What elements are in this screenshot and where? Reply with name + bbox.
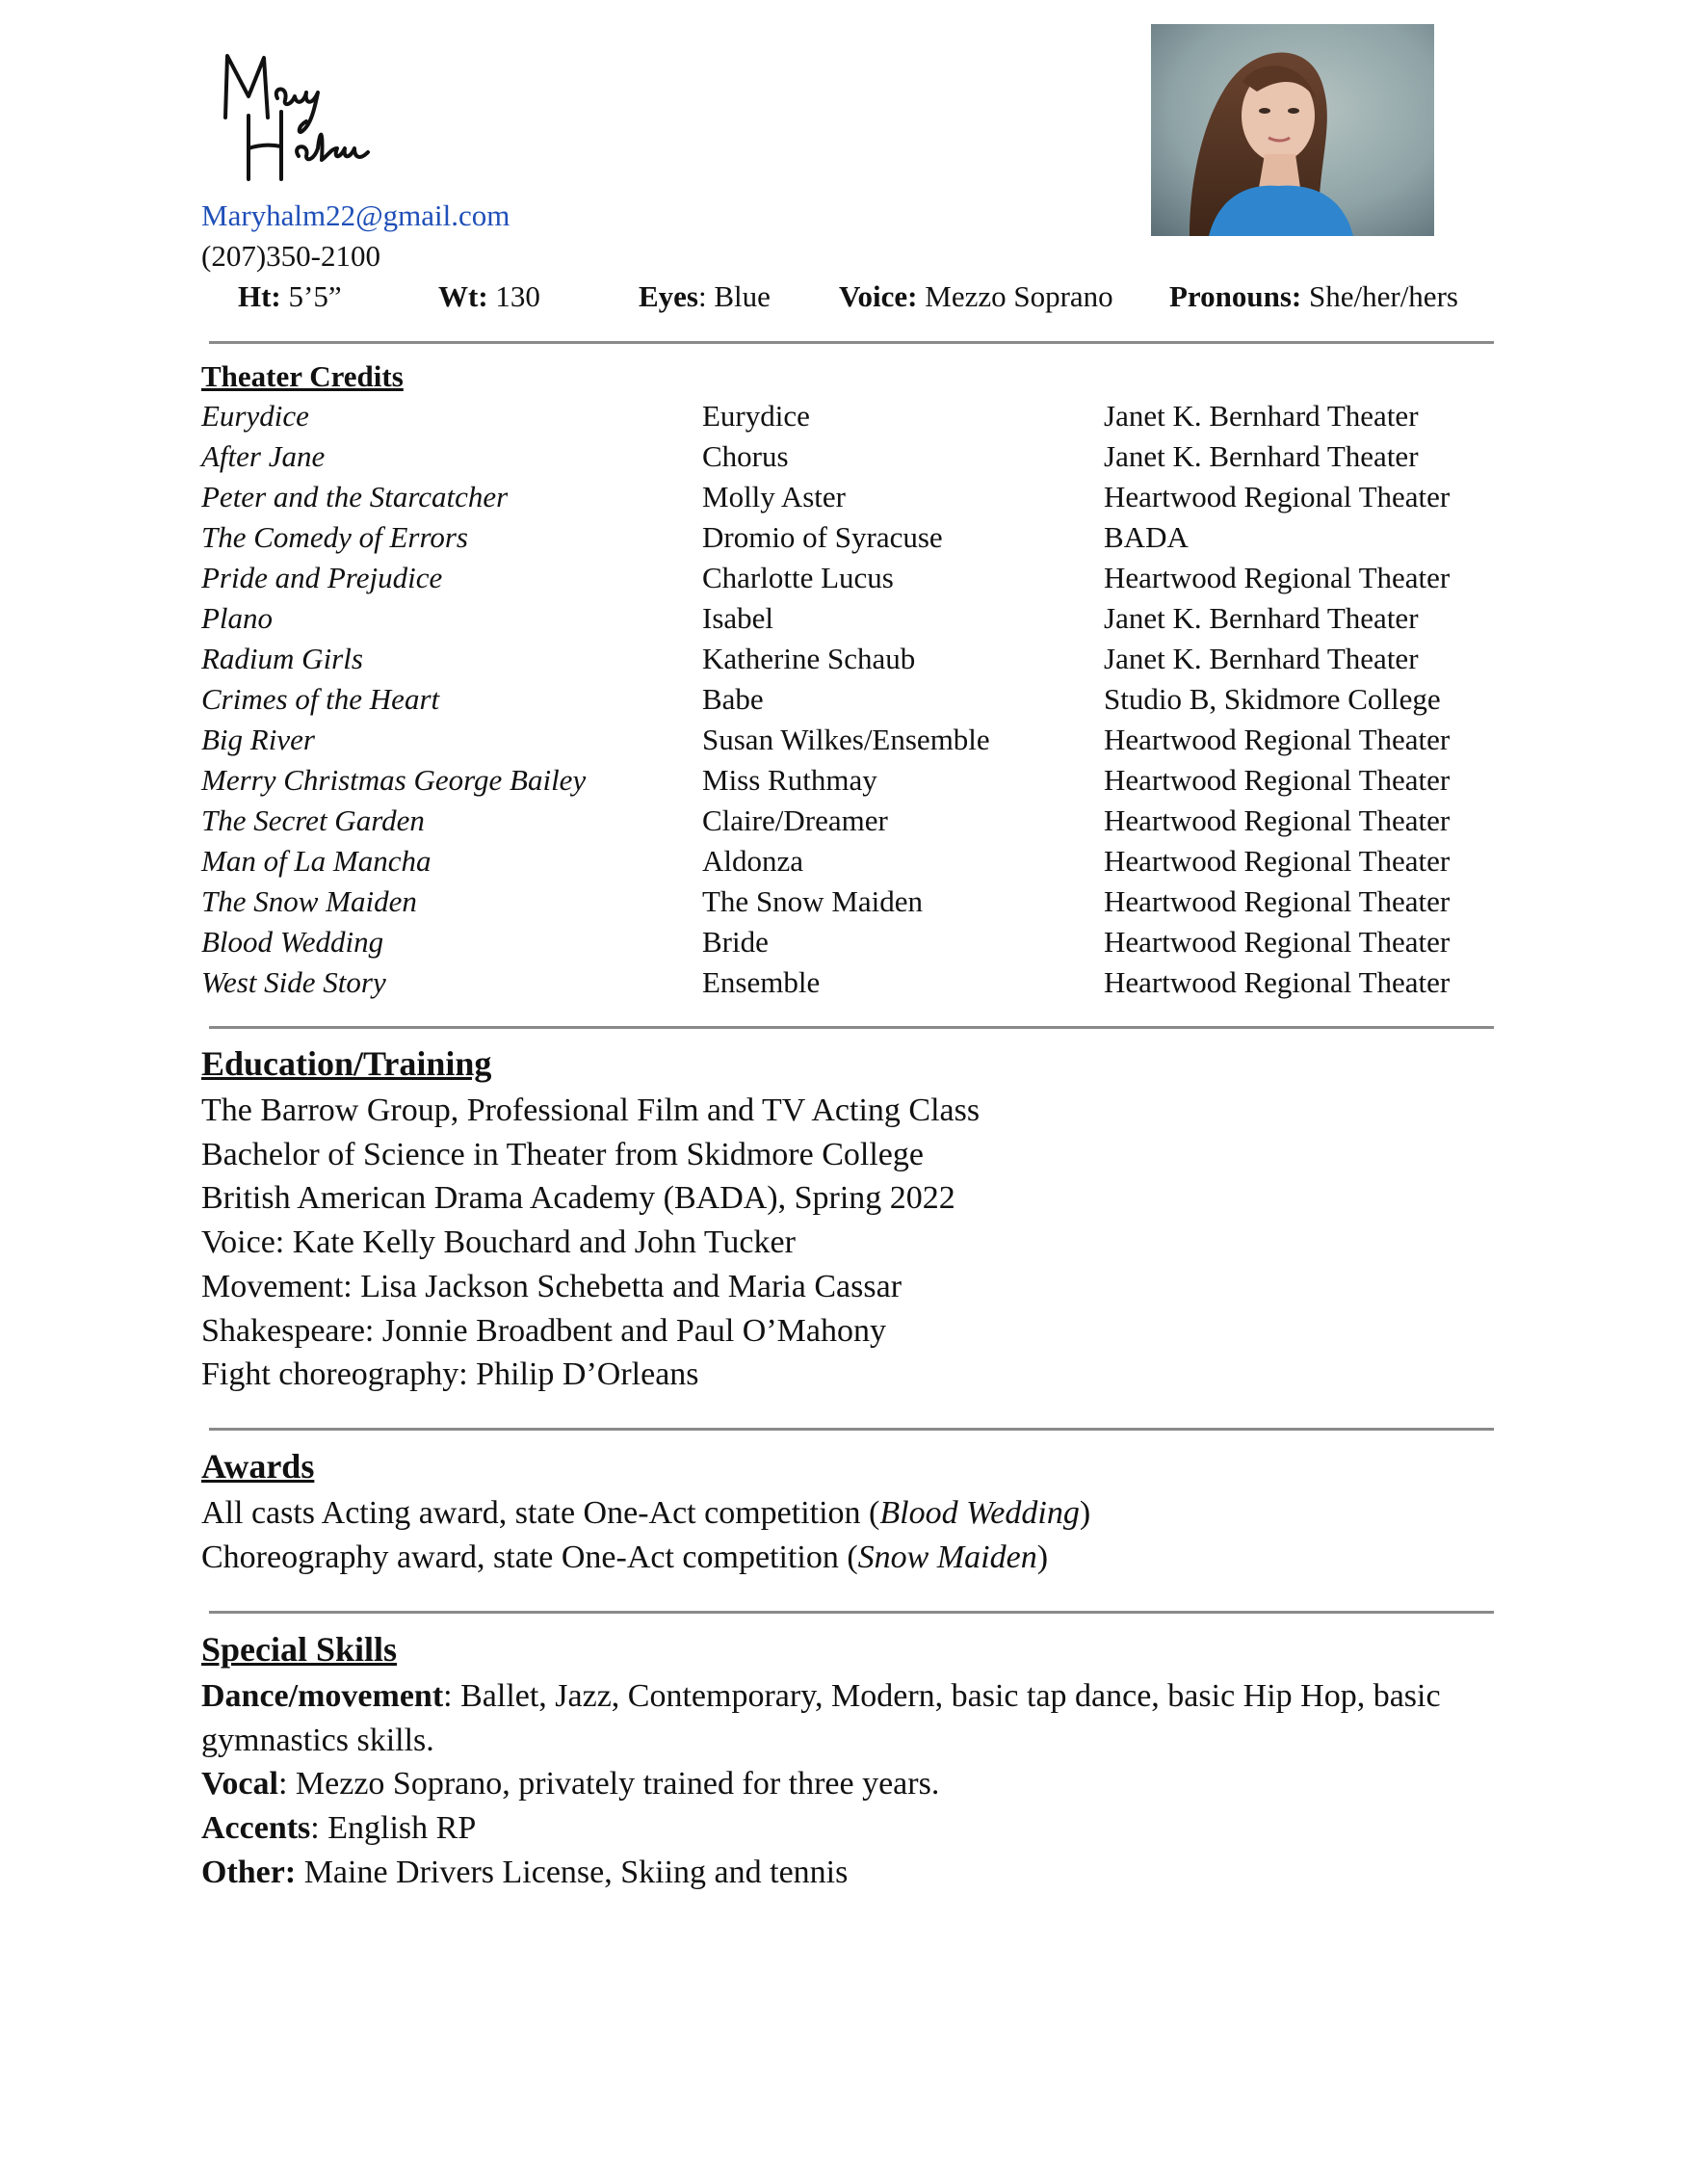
list-item: All casts Acting award, state One-Act competition (Blood Wedding) — [201, 1495, 1091, 1531]
headshot-photo — [1151, 24, 1434, 236]
headshot-icon — [1151, 24, 1434, 236]
list-item: Accents: English RP — [201, 1810, 477, 1847]
credit-row — [0, 601, 1700, 642]
phone-number: (207)350-2100 — [201, 239, 380, 273]
list-item: Other: Maine Drivers License, Skiing and tennis — [201, 1854, 849, 1890]
credit-role: Dromio of Syracuse — [702, 520, 943, 554]
stat-pronouns: Pronouns: She/her/hers — [1169, 279, 1458, 313]
credit-role: Ensemble — [702, 965, 821, 999]
credit-row — [0, 884, 1700, 925]
credit-row — [0, 439, 1700, 480]
credit-show: West Side Story — [201, 965, 386, 999]
list-item: Voice: Kate Kelly Bouchard and John Tucker — [201, 1224, 796, 1261]
credit-role: Chorus — [702, 439, 789, 473]
credit-venue: Janet K. Bernhard Theater — [1104, 439, 1419, 473]
credit-show: Blood Wedding — [201, 925, 384, 959]
stat-voice: Voice: Mezzo Soprano — [839, 279, 1113, 313]
credit-row — [0, 642, 1700, 682]
credit-row — [0, 723, 1700, 763]
divider — [209, 1026, 1494, 1029]
credit-role: Claire/Dreamer — [702, 803, 888, 837]
list-item: Shakespeare: Jonnie Broadbent and Paul O’Mahony — [201, 1312, 886, 1349]
credit-venue: Heartwood Regional Theater — [1104, 803, 1451, 837]
credit-venue: Janet K. Bernhard Theater — [1104, 601, 1419, 635]
credit-role: Babe — [702, 682, 764, 716]
signature-logo-icon — [214, 48, 387, 183]
credit-role: Aldonza — [702, 844, 804, 878]
credit-show: After Jane — [201, 439, 326, 473]
credit-row — [0, 561, 1700, 601]
credit-role: Charlotte Lucus — [702, 561, 894, 594]
credit-row — [0, 844, 1700, 884]
credit-show: The Comedy of Errors — [201, 520, 468, 554]
credit-role: Susan Wilkes/Ensemble — [702, 723, 990, 756]
credit-show: Crimes of the Heart — [201, 682, 440, 716]
credit-row — [0, 763, 1700, 803]
awards-list — [201, 1491, 1090, 1579]
education-heading: Education/Training — [201, 1044, 492, 1083]
credit-row — [0, 925, 1700, 965]
credit-role: Isabel — [702, 601, 774, 635]
credit-venue: Heartwood Regional Theater — [1104, 561, 1451, 594]
credit-venue: BADA — [1104, 520, 1189, 554]
credit-role: Bride — [702, 925, 769, 959]
credit-venue: Janet K. Bernhard Theater — [1104, 399, 1419, 433]
credit-show: Merry Christmas George Bailey — [201, 763, 587, 797]
credit-show: Man of La Mancha — [201, 844, 432, 878]
signature-logo — [214, 48, 387, 183]
credit-show: Plano — [201, 601, 274, 635]
credit-role: Eurydice — [702, 399, 810, 433]
credit-show: Eurydice — [201, 399, 309, 433]
list-item: The Barrow Group, Professional Film and TV Acting Class — [201, 1092, 981, 1128]
credit-row — [0, 965, 1700, 1006]
email-link[interactable]: Maryhalm22@gmail.com — [201, 198, 510, 232]
credit-venue: Heartwood Regional Theater — [1104, 763, 1451, 797]
stat-height: Ht: 5’5” — [238, 279, 342, 313]
credit-row — [0, 399, 1700, 439]
credit-venue: Heartwood Regional Theater — [1104, 844, 1451, 878]
divider — [209, 341, 1494, 344]
credit-row — [0, 803, 1700, 844]
credit-show: Big River — [201, 723, 315, 756]
credit-role: The Snow Maiden — [702, 884, 924, 918]
credit-venue: Heartwood Regional Theater — [1104, 480, 1451, 513]
credit-row — [0, 520, 1700, 561]
credit-show: Pride and Prejudice — [201, 561, 443, 594]
credit-row — [0, 480, 1700, 520]
credit-show: The Snow Maiden — [201, 884, 417, 918]
credit-venue: Heartwood Regional Theater — [1104, 925, 1451, 959]
list-item: Vocal: Mezzo Soprano, privately trained for three years. — [201, 1766, 940, 1802]
credit-role: Miss Ruthmay — [702, 763, 877, 797]
list-item: Dance/movement: Ballet, Jazz, Contemporary, Modern, basic tap dance, basic Hip Hop, basic gymnastics skills. — [201, 1678, 1441, 1758]
special-skills-heading: Special Skills — [201, 1630, 398, 1669]
awards-heading: Awards — [201, 1447, 315, 1486]
list-item: Choreography award, state One-Act competition (Snow Maiden) — [201, 1539, 1049, 1575]
credit-role: Katherine Schaub — [702, 642, 916, 675]
skills-list — [201, 1674, 1502, 1895]
credit-row — [0, 682, 1700, 723]
list-item: Fight choreography: Philip D’Orleans — [201, 1356, 699, 1393]
divider — [209, 1428, 1494, 1431]
stat-weight: Wt: 130 — [438, 279, 540, 313]
credit-show: Radium Girls — [201, 642, 363, 675]
credit-venue: Heartwood Regional Theater — [1104, 723, 1451, 756]
credit-show: The Secret Garden — [201, 803, 425, 837]
credit-venue: Janet K. Bernhard Theater — [1104, 642, 1419, 675]
stat-eyes: Eyes: Blue — [639, 279, 771, 313]
credit-venue: Studio B, Skidmore College — [1104, 682, 1441, 716]
credit-show: Peter and the Starcatcher — [201, 480, 509, 513]
list-item: British American Drama Academy (BADA), Spring 2022 — [201, 1180, 955, 1217]
credit-role: Molly Aster — [702, 480, 846, 513]
list-item: Bachelor of Science in Theater from Skidmore College — [201, 1136, 924, 1172]
theater-credits-heading: Theater Credits — [201, 359, 404, 393]
divider — [209, 1611, 1494, 1614]
list-item: Movement: Lisa Jackson Schebetta and Maria Cassar — [201, 1268, 902, 1304]
credit-venue: Heartwood Regional Theater — [1104, 884, 1451, 918]
credit-venue: Heartwood Regional Theater — [1104, 965, 1451, 999]
education-list — [201, 1089, 980, 1397]
